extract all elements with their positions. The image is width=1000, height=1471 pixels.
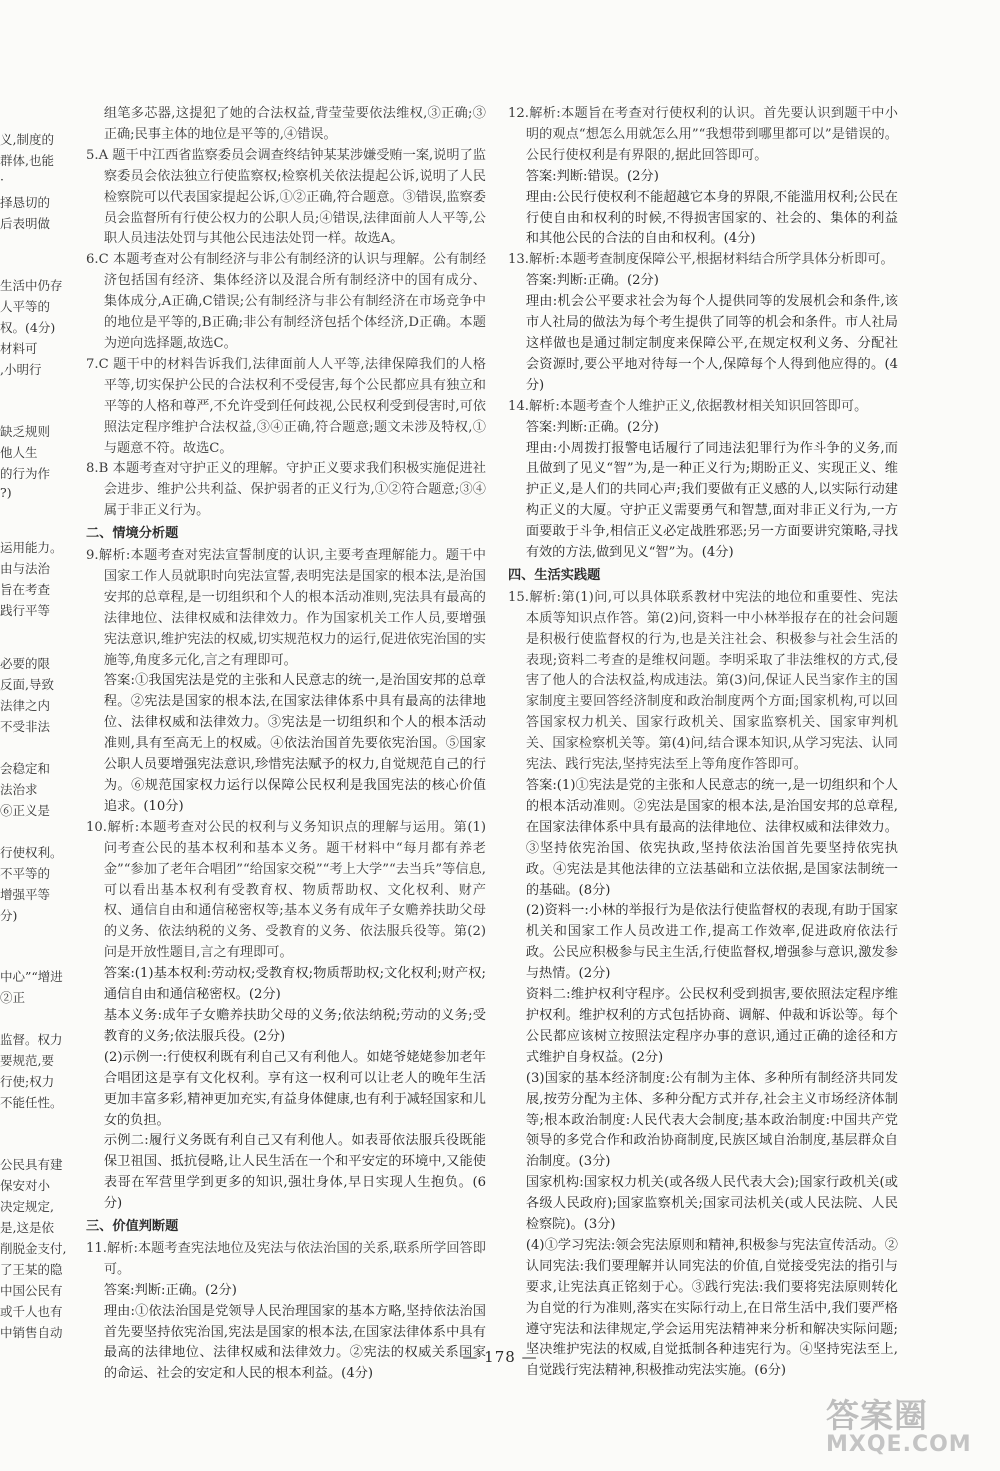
gutter-line: 中销售自动	[0, 1325, 63, 1340]
gutter-line: 要规范,要	[0, 1053, 54, 1068]
q15-analysis: 15.解析:第(1)问,可以具体联系教材中宪法的地位和重要性、宪法本质等知识点作答。第(2)问,资料一中小林举报存在的社会问题是积极行使监督权的行为,也是关注社会、积极参与社会生活的表现;资料二考查的是维权问题。李明采取了非法维权的方式,侵害了他人的合法权益,构成违法。第(3)问,保证人民当家作主的国家制度主要回答经济制度和政治制度两个方面;国家机构,可以回答国家权力机关、国家行政机关、国家监察机关、国家审判机关、国家检察机关等。第(4)问,结合课本知识,从学习宪法、认同宪法、践行宪法,坚持宪法至上等角度作答即可。	[508, 589, 898, 773]
q9-answer: 答案:①我国宪法是党的主张和人民意志的统一,是治国安邦的总章程。②宪法是国家的根本法,在国家法律体系中具有最高的法律地位、法律权威和法律效力。③宪法是一切组织和个人的根本活动准则,具有至高无上的权威。④依法治国首先要依宪治国。⑤国家公职人员要增强宪法意识,珍惜宪法赋予的权力,自觉规范自己的行为。⑥规范国家权力运行以保障公民权利是我国宪法的核心价值追求。(10分)	[103, 673, 486, 814]
q7-analysis: 7.C 题干中的材料告诉我们,法律面前人人平等,法律保障我们的人格平等,切实保护公民的合法权利不受侵害,每个公民都应具有独立和平等的人格和尊严,不允许受到任何歧视,公民权利受到侵害时,可依照法定程序维护合法权益,③④正确,符合题意;题文未涉及特权,①与题意不符。故选C。	[86, 356, 486, 456]
gutter-line: 必要的限	[0, 656, 51, 671]
q9-analysis: 9.解析:本题考查对宪法宣誓制度的认识,主要考查理解能力。题干中国家工作人员就职时向宪法宣誓,表明宪法是国家的根本法,是治国安邦的总章程,是一切组织和个人的根本活动准则,宪法具有最高的法律地位、法律权威和法律效力。作为国家机关工作人员,要增强宪法意识,维护宪法的权威,切实规范权力的运行,促进依宪治国的实施等,角度多元化,言之有理即可。	[86, 548, 486, 668]
gutter-line: 运用能力。	[0, 540, 63, 555]
q11-analysis: 11.解析:本题考查宪法地位及宪法与依法治国的关系,联系所学回答即可。	[86, 1240, 486, 1277]
gutter-line: 行使;权力	[0, 1074, 55, 1089]
gutter-line: 旨在考查	[0, 582, 51, 597]
q4-continuation: 组笔多芯器,这提犯了她的合法权益,背莹莹要依法维权,③正确;③正确;民事主体的地位是平等的,④错误。	[103, 106, 486, 142]
gutter-line: 中心”“增进	[0, 969, 63, 984]
q11-answer-judgment: 答案:判断:正确。(2分)	[103, 1282, 237, 1298]
q10-answer-duties: 基本义务:成年子女赡养扶助父母的义务;依法纳税;劳动的义务;受教育的义务;依法服兵役。(2分)	[103, 1007, 486, 1044]
gutter-line: 不受非法	[0, 719, 51, 734]
gutter-line: 人平等的	[0, 299, 51, 314]
watermark-logo: 答案圈	[826, 1396, 928, 1435]
gutter-line: 增强平等	[0, 887, 51, 902]
q13-answer-judgment: 答案:判断:正确。(2分)	[525, 273, 659, 289]
gutter-line: 或千人也有	[0, 1304, 63, 1319]
gutter-line: 会稳定和	[0, 761, 51, 776]
q15-answer-part3-systems: (3)国家的基本经济制度:公有制为主体、多种所有制经济共同发展,按劳分配为主体、多种分配方式并存,社会主义市场经济体制等;根本政治制度:人民代表大会制度;基本政治制度:中国共产党领导的多党合作和政治协商制度,民族区域自治制度,基层群众自治制度。(3分)	[525, 1070, 898, 1170]
q15-answer-part2-material1: (2)资料一:小林的举报行为是依法行使监督权的表现,有助于国家机关和国家工作人员改进工作,提高工作效率,促进政府依法行政。公民应积极参与民主生活,行使监督权,增强参与意识,激发参与热情。(2分)	[525, 903, 898, 982]
gutter-line: 群体,也能	[0, 153, 54, 168]
watermark-url: MXQE.COM	[826, 1432, 972, 1457]
gutter-line: 是,这是依	[0, 1220, 54, 1235]
gutter-line: 由与法治	[0, 561, 51, 576]
q6-analysis: 6.C 本题考查对公有制经济与非公有制经济的认识与理解。公有制经济包括国有经济、集体经济以及混合所有制经济中的国有成分、集体成分,A正确,C错误;公有制经济与非公有制经济在市场竞争中的地位是平等的,B正确;非公有制经济包括个体经济,D正确。本题为逆向选择题,故选C。	[86, 252, 486, 351]
gutter-line: 行使权利。	[0, 845, 63, 860]
q15-answer-part4: (4)①学习宪法:领会宪法原则和精神,积极参与宪法宣传活动。②认同宪法:我们要理解并认同宪法的价值,自觉接受宪法的指引与要求,让宪法真正铭刻于心。③践行宪法:我们要将宪法原则转化为自觉的行为准则,落实在实际行动上,在日常生活中,我们要严格遵守宪法和法律规定,学会运用宪法精神来分析和解决实际问题;坚决维护宪法的权威,自觉抵制各种违宪行为。④坚持宪法至上,自觉践行宪法精神,积极推动宪法实施。(6分)	[525, 1237, 898, 1379]
gutter-line: 践行平等	[0, 603, 51, 618]
gutter-line: 决定规定,	[0, 1199, 54, 1214]
left-column	[86, 104, 486, 1385]
gutter-line: 中国公民有	[0, 1283, 63, 1298]
gutter-line: 后表明做	[0, 216, 51, 231]
q8-analysis: 8.B 本题考查对守护正义的理解。守护正义要求我们积极实施促进社会进步、维护公共利益、保护弱者的正义行为,①②符合题意;③④属于非正义行为。	[86, 461, 486, 519]
gutter-line: 削脱金支付,	[0, 1241, 67, 1256]
right-column	[508, 104, 898, 1382]
gutter-line: ·	[0, 172, 4, 187]
q10-example-two: 示例二:履行义务既有利自己又有利他人。如表哥依法服兵役既能保卫祖国、抵抗侵略,让人民生活在一个和平安定的环境中,又能使表哥在军营里学到更多的知识,强壮身体,早日实现人生抱负。(6分)	[103, 1133, 486, 1212]
q13-answer-reason: 理由:机会公平要求社会为每个人提供同等的发展机会和条件,该市人社局的做法为每个考生提供了同等的机会和条件。市人社局这样做也是通过制定制度来保障公平,在规定权利义务、分配社会资源时,要公平地对待每一个人,保障每个人得到他应得的。(4分)	[525, 294, 898, 393]
gutter-line: ?)	[0, 485, 12, 500]
q14-answer-judgment: 答案:判断:正确。(2分)	[525, 419, 659, 435]
q15-answer-part2-material2: 资料二:维护权利守程序。公民权利受到损害,要依照法定程序维护权利。维护权利的方式包括协商、调解、仲裁和诉讼等。每个公民都应该树立按照法定程序办事的意识,通过正确的途径和方式维护自身权益。(2分)	[525, 987, 898, 1065]
gutter-line: 分)	[0, 908, 18, 923]
q10-answer-rights: 答案:(1)基本权利:劳动权;受教育权;物质帮助权;文化权利;财产权;通信自由和通信秘密权。(2分)	[103, 966, 486, 1003]
gutter-line: ②正	[0, 990, 26, 1005]
q5-analysis: 5.A 题干中江西省监察委员会调查终结钟某某涉嫌受贿一案,说明了监察委员会依法独立行使监察权;检察机关依法提起公诉,说明了人民检察院可以代表国家提起公诉,①②正确,符合题意。③错误,监察委员会监督所有行使公权力的公职人员;④错误,法律面前人人平等,公职人员违法处罚与其他公民违法处罚一样。故选A。	[86, 147, 486, 247]
gutter-line: 法律之内	[0, 698, 51, 713]
q14-analysis: 14.解析:本题考查个人维护正义,依据教材相关知识回答即可。	[508, 398, 868, 414]
gutter-line: ⑥正义是	[0, 803, 51, 818]
page-number: — 178 —	[462, 1348, 538, 1366]
gutter-line: 材料可	[0, 341, 38, 356]
q15-answer-part3-organs: 国家机构:国家权力机关(或各级人民代表大会);国家行政机关(或各级人民政府);国家监察机关;国家司法机关(或人民法院、人民检察院)。(3分)	[525, 1175, 898, 1233]
gutter-line: 不能任性。	[0, 1095, 63, 1110]
gutter-line: 缺乏规则	[0, 424, 51, 439]
gutter-line: 保安对小	[0, 1178, 51, 1193]
gutter-line: 监督。权力	[0, 1032, 63, 1047]
gutter-line: 反面,导致	[0, 677, 54, 692]
section-heading-life-practice: 四、生活实践题	[508, 567, 601, 583]
q11-answer-reason: 理由:①依法治国是党领导人民治理国家的基本方略,坚持依法治国首先要坚持依宪治国,宪法是国家的根本法,在国家法律体系中具有最高的法律地位、法律权威和法律效力。②宪法的权威关系国家的命运、社会的安定和人民的根本利益。(4分)	[103, 1303, 486, 1382]
gutter-line: ,小明行	[0, 362, 42, 377]
q14-answer-reason: 理由:小周拨打报警电话履行了同违法犯罪行为作斗争的义务,而且做到了见义“智”为,是一种正义行为;期盼正义、实现正义、维护正义,是人们的共同心声;我们要做有正义感的人,以实际行动建构正义的大厦。守护正义需要勇气和智慧,面对非正义行为,一方面要敢于斗争,相信正义必定战胜邪恶;另一方面要讲究策略,寻找有效的方法,做到见义“智”为。(4分)	[525, 440, 898, 561]
gutter-line: 生活中仍存	[0, 278, 63, 293]
gutter-line: 公民具有建	[0, 1157, 63, 1172]
gutter-line: 不平等的	[0, 866, 51, 881]
q15-answer-part1: 答案:(1)①宪法是党的主张和人民意志的统一,是一切组织和个人的根本活动准则。②宪法是国家的根本法,是治国安邦的总章程,在国家法律体系中具有最高的法律地位、法律权威和法律效力。③坚持依宪治国、依宪执政,坚持依法治国首先要坚持依宪执政。④宪法是其他法律的立法基础和立法依据,是国家法制统一的基础。(8分)	[525, 778, 898, 898]
left-gutter-cropped-text	[0, 118, 78, 1348]
gutter-line: 他人生	[0, 445, 38, 460]
gutter-line: 法治求	[0, 782, 38, 797]
q10-example-one: (2)示例一:行使权利既有利自己又有利他人。如姥爷姥姥参加老年合唱团这是享有文化权利。享有这一权利可以让老人的晚年生活更加丰富多彩,精神更加充实,有益身体健康,也有利于减轻国家和儿女的负担。	[103, 1049, 486, 1128]
q12-analysis: 12.解析:本题旨在考查对行使权利的认识。首先要认识到题干中小明的观点“想怎么用就怎么用”“我想带到哪里都可以”是错误的。公民行使权利是有界限的,据此回答即可。	[508, 106, 898, 163]
section-heading-value-judgment: 三、价值判断题	[86, 1219, 179, 1235]
q12-answer-judgment: 答案:判断:错误。(2分)	[525, 168, 659, 184]
gutter-line: 权。(4分)	[0, 320, 56, 335]
gutter-line: 义,制度的	[0, 132, 54, 147]
q13-analysis: 13.解析:本题考查制度保障公平,根据材料结合所学具体分析即可。	[508, 252, 894, 268]
gutter-line: 择恳切的	[0, 195, 51, 210]
gutter-line: 了王某的隐	[0, 1262, 63, 1277]
section-heading-situation-analysis: 二、情境分析题	[86, 526, 179, 542]
q10-analysis: 10.解析:本题考查对公民的权利与义务知识点的理解与运用。第(1)问考查公民的基本权利和基本义务。题干材料中“每月都有养老金”“参加了老年合唱团”“给国家交税”“考上大学”“去当兵”等信息,可以看出基本权利有受教育权、物质帮助权、文化权利、财产权、通信自由和通信秘密权等;基本义务有成年子女赡养扶助父母的义务、依法纳税的义务、受教育的义务、依法服兵役等。第(2)问是开放性题目,言之有理即可。	[86, 819, 486, 961]
gutter-line: 的行为作	[0, 466, 51, 481]
q12-answer-reason: 理由:公民行使权利不能超越它本身的界限,不能滥用权利;公民在行使自由和权利的时候,不得损害国家的、社会的、集体的利益和其他公民的合法的自由和权利。(4分)	[525, 189, 898, 247]
